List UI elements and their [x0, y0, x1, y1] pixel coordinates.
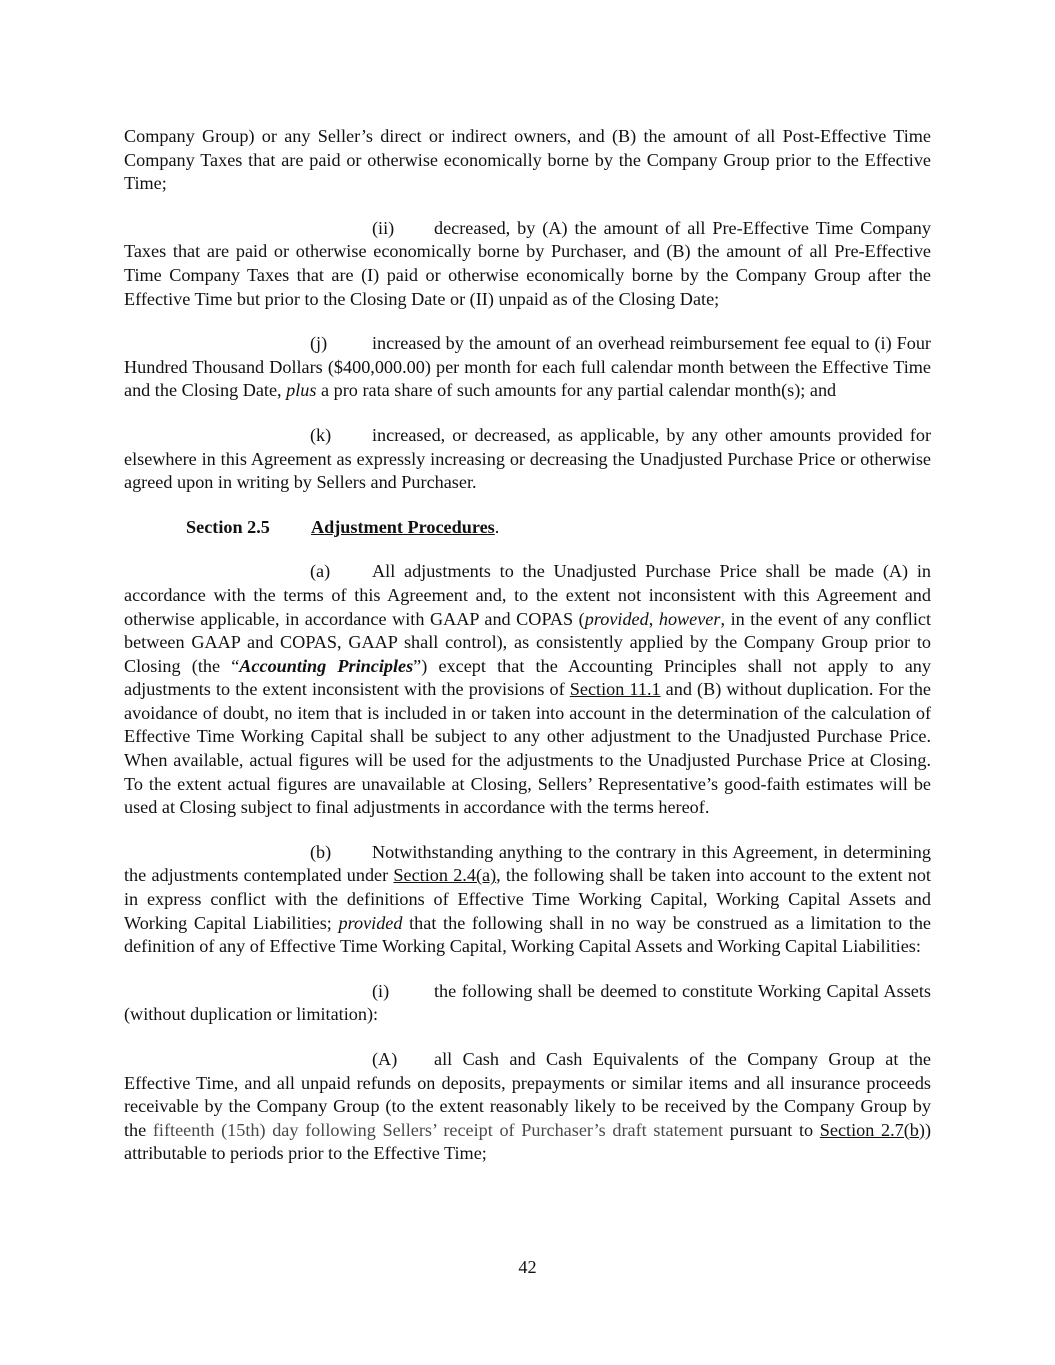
paragraph-text-gray: fifteenth (15th) day following Sellers’ receipt of Purchaser’s draft statement: [152, 1119, 724, 1140]
defined-term: Accounting Principles: [239, 655, 414, 676]
paragraph-text: ) attributable to periods prior to the Effective Time;: [124, 1119, 931, 1164]
paragraph-b: [124, 841, 931, 959]
clause-label: (b): [310, 841, 332, 862]
clause-label: (i): [372, 980, 390, 1001]
section-period: .: [494, 516, 500, 537]
emphasis-provided: provided: [338, 912, 403, 933]
paragraph-text: increased, or decreased, as applicable, by any other amounts provided for elsewhere in this Agreement as expressly increasing or decreasing the Unadjusted Purchase Price or otherwise agreed upon in writing by Sellers and Purchaser.: [124, 424, 931, 493]
paragraph-j: [124, 332, 931, 403]
section-number: Section 2.5: [186, 516, 270, 537]
cross-reference: Section 11.1: [569, 679, 661, 700]
emphasis-provided: provided: [584, 608, 649, 629]
cross-reference: Section 2.4(a): [393, 865, 497, 886]
paragraph-text: ”) except that the Accounting Principles shall not apply to any adjustments to the extent inconsistent with the provisions of: [124, 655, 931, 700]
paragraph-ii: [124, 217, 931, 311]
cross-reference: Section 2.7(b): [819, 1119, 925, 1140]
emphasis-however: however: [658, 608, 721, 629]
clause-label: (j): [310, 333, 328, 354]
paragraph-text: increased by the amount of an overhead reimbursement fee equal to (i) Four Hundred Thousand Dollars ($400,000.00) per month for each full calendar month between the Effective Time and the Closing Date,: [124, 333, 931, 401]
paragraph-text: , in the event of any conflict between GAAP and COPAS, GAAP shall control), as consistently applied by the Company Group prior to Closing (the “: [124, 608, 932, 676]
paragraph-text: a pro rata share of such amounts for any partial calendar month(s); and: [316, 380, 837, 401]
paragraph-text: All adjustments to the Unadjusted Purchase Price shall be made (A) in accordance with the terms of this Agreement and, to the extent not inconsistent with this Agreement and otherwise applicable, in accordance with GAAP and COPAS (: [124, 561, 931, 629]
clause-label: (ii): [372, 217, 395, 238]
document-page: [124, 125, 931, 1166]
clause-label: (A): [372, 1049, 398, 1069]
paragraph-text: the following shall be deemed to constitute Working Capital Assets (without duplication or limitation):: [124, 980, 931, 1025]
paragraph-A: [124, 1048, 931, 1166]
paragraph-i: [124, 980, 931, 1027]
section-heading: [124, 516, 931, 540]
paragraph-text: ,: [648, 608, 659, 629]
paragraph-text: Company Group) or any Seller’s direct or indirect owners, and (B) the amount of all Post-Effective Time Company Taxes that are paid or otherwise economically borne by the Company Group prior to the Effective Time;: [124, 126, 931, 194]
clause-label: (a): [310, 561, 331, 582]
paragraph-k: [124, 424, 931, 495]
paragraph-text: , the following shall be taken into account to the extent not in express conflict with the definitions of Effective Time Working Capital, Working Capital Assets and Working Capital Liabilities;: [124, 865, 931, 933]
paragraph-text: pursuant to: [723, 1119, 820, 1140]
emphasis-plus: plus: [286, 380, 317, 401]
section-title: Adjustment Procedures: [311, 516, 495, 537]
paragraph-continuation: [124, 125, 931, 196]
paragraph-text: Notwithstanding anything to the contrary in this Agreement, in determining the adjustments contemplated under: [124, 841, 931, 886]
paragraph-text: decreased, by (A) the amount of all Pre-Effective Time Company Taxes that are paid or otherwise economically borne by Purchaser, and (B) the amount of all Pre-Effective Time Company Taxes that are (I) paid or otherwise economically borne by the Company Group after the Effective Time but prior to the Closing Date or (II) unpaid as of the Closing Date;: [124, 217, 931, 309]
clause-label: (k): [310, 424, 332, 445]
paragraph-text: all Cash and Cash Equivalents of the Company Group at the Effective Time, and all unpaid refunds on deposits, prepayments or similar items and all insurance proceeds receivable by the Company Group (to the extent reasonably likely to be received by the Company Group by the: [124, 1049, 931, 1140]
paragraph-text: that the following shall in no way be construed as a limitation to the definition of any of Effective Time Working Capital, Working Capital Assets and Working Capital Liabilities:: [124, 912, 931, 957]
page-number: 42: [518, 1257, 537, 1277]
paragraph-text: and (B) without duplication. For the avoidance of doubt, no item that is included in or taken into account in the determination of the calculation of Effective Time Working Capital shall be subject to any other adjustment to the Unadjusted Purchase Price. When available, actual figures will be used for the adjustments to the Unadjusted Purchase Price at Closing. To the extent actual figures are unavailable at Closing, Sellers’ Representative’s good-faith estimates will be used at Closing subject to final adjustments in accordance with the terms hereof.: [124, 679, 932, 818]
paragraph-a: [124, 560, 931, 820]
